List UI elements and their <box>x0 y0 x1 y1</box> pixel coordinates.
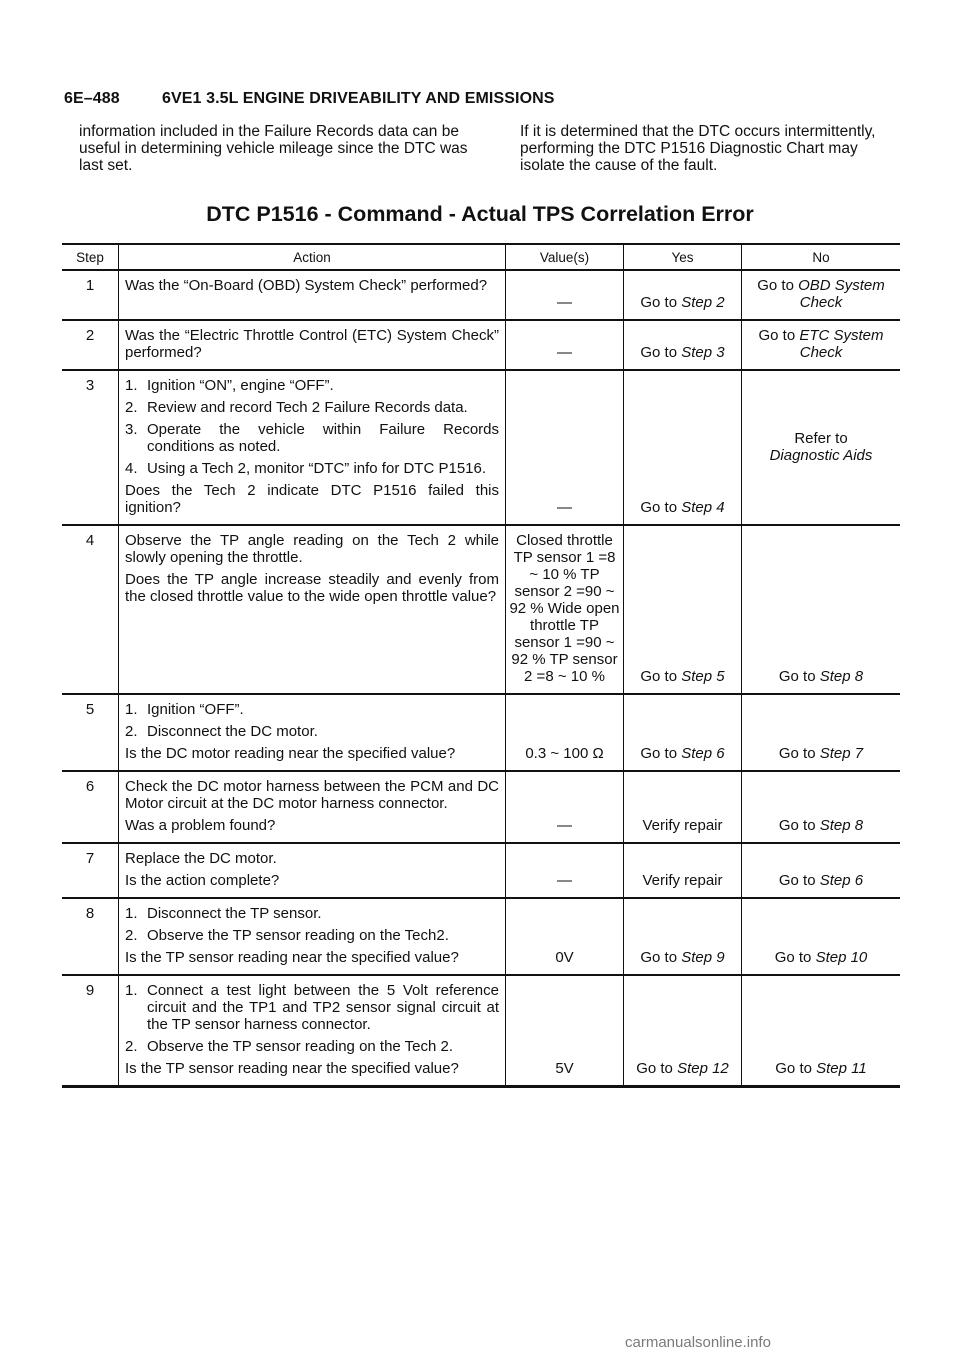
list-item: 2. Disconnect the DC motor. <box>125 723 318 740</box>
step-number: 7 <box>62 843 119 898</box>
step-yes: Verify repair <box>624 771 742 843</box>
go-to-label: Go to <box>758 327 796 344</box>
action-text: Was the “On-Board (OBD) System Check” performed? <box>125 277 488 294</box>
table-row <box>62 694 900 771</box>
step-value: — <box>506 771 624 843</box>
step-number: 1 <box>62 270 119 320</box>
table-row <box>62 843 900 898</box>
step-no <box>742 525 901 694</box>
step-link: Step 6 <box>819 872 864 889</box>
go-to-label: Go to <box>636 1060 673 1077</box>
table-row <box>62 270 900 320</box>
list-item: 2. Observe the TP sensor reading on the Tech2. <box>125 927 449 944</box>
page-number: 6E–488 <box>64 90 120 107</box>
step-number: 5 <box>62 694 119 771</box>
step-yes <box>624 370 742 525</box>
table-row <box>62 370 900 525</box>
step-link: Step 6 <box>681 745 725 762</box>
go-to-label: Go to <box>778 668 816 685</box>
header-action: Action <box>119 244 506 270</box>
step-no <box>742 694 901 771</box>
go-to-label: Go to <box>640 949 678 966</box>
list-item: 2. Review and record Tech 2 Failure Records data. <box>125 399 468 416</box>
step-link: Step 10 <box>815 949 868 966</box>
watermark: carmanualsonline.info <box>625 1334 771 1351</box>
go-to-label: Go to <box>757 277 794 294</box>
go-to-label: Go to <box>778 745 816 762</box>
step-value: 0.3 ~ 100 Ω <box>506 694 624 771</box>
action-text: Observe the TP angle reading on the Tech 2 while slowly opening the throttle. <box>125 532 499 566</box>
step-no <box>742 270 901 320</box>
chart-title: DTC P1516 - Command - Actual TPS Correlation Error <box>206 202 754 226</box>
step-action <box>119 270 506 320</box>
intro-right-paragraph: If it is determined that the DTC occurs intermittently, performing the DTC P1516 Diagnostic Chart may isolate the cause of the fault. <box>520 123 876 174</box>
page-header <box>64 90 555 108</box>
go-to-label: Go to <box>640 745 678 762</box>
action-question: Is the action complete? <box>125 872 280 889</box>
go-to-label: Go to <box>640 499 678 516</box>
list-item: 3. Operate the vehicle within Failure Records conditions as noted. <box>125 421 499 455</box>
go-to-label: Go to <box>778 817 816 834</box>
step-value: 0V <box>506 898 624 975</box>
action-text: Replace the DC motor. <box>125 850 277 867</box>
step-link: Step 9 <box>681 949 725 966</box>
step-no <box>742 898 901 975</box>
step-yes <box>624 320 742 370</box>
list-item: 1. Connect a test light between the 5 Volt reference circuit and the TP1 and TP2 sensor signal circuit at the TP sensor harness connector. <box>125 982 499 1033</box>
step-link: Step 8 <box>819 668 864 685</box>
step-yes <box>624 898 742 975</box>
step-yes <box>624 525 742 694</box>
go-to-label: Go to <box>774 949 812 966</box>
step-link: Step 11 <box>816 1060 867 1077</box>
step-action <box>119 320 506 370</box>
step-yes <box>624 694 742 771</box>
header-step: Step <box>62 244 119 270</box>
list-item: 4. Using a Tech 2, monitor “DTC” info for DTC P1516. <box>125 460 487 477</box>
step-link: Step 3 <box>681 344 725 361</box>
step-no <box>742 771 901 843</box>
action-question: Is the TP sensor reading near the specified value? <box>125 949 459 966</box>
step-link: Step 2 <box>681 294 725 311</box>
step-no <box>742 975 901 1087</box>
go-to-label: Go to <box>640 294 678 311</box>
action-question: Does the TP angle increase steadily and evenly from the closed throttle value to the wide open throttle value? <box>125 571 499 605</box>
step-no <box>742 843 901 898</box>
go-to-label: Go to <box>775 1060 812 1077</box>
step-number: 4 <box>62 525 119 694</box>
diagnostic-table <box>62 243 900 1088</box>
step-number: 6 <box>62 771 119 843</box>
step-no <box>742 370 901 525</box>
go-to-label: Go to <box>640 668 678 685</box>
step-link: Step 4 <box>681 499 725 516</box>
step-action <box>119 694 506 771</box>
table-row <box>62 320 900 370</box>
table-row <box>62 898 900 975</box>
table-header-row <box>62 244 900 270</box>
step-number: 8 <box>62 898 119 975</box>
table-row <box>62 771 900 843</box>
action-question: Was a problem found? <box>125 817 276 834</box>
go-to-label: Go to <box>778 872 816 889</box>
step-link: Step 12 <box>677 1060 729 1077</box>
step-action <box>119 370 506 525</box>
step-action <box>119 525 506 694</box>
step-number: 3 <box>62 370 119 525</box>
step-action <box>119 843 506 898</box>
step-yes <box>624 270 742 320</box>
list-item: 1. Ignition “OFF”. <box>125 701 244 718</box>
list-item: 1. Ignition “ON”, engine “OFF”. <box>125 377 334 394</box>
table-row <box>62 975 900 1087</box>
check-link: Diagnostic Aids <box>769 446 873 464</box>
refer-to-label: Refer to <box>794 429 848 447</box>
step-value: — <box>506 843 624 898</box>
step-link: Step 5 <box>681 668 725 685</box>
step-action <box>119 898 506 975</box>
step-action <box>119 975 506 1087</box>
action-text: Check the DC motor harness between the PCM and DC Motor circuit at the DC motor harness connector. <box>125 778 499 812</box>
list-item: 1. Disconnect the TP sensor. <box>125 905 322 922</box>
action-text: Was the “Electric Throttle Control (ETC) System Check” performed? <box>125 327 499 361</box>
intro-left-paragraph: information included in the Failure Records data can be useful in determining vehicle mileage since the DTC was last set. <box>79 123 468 174</box>
step-value: — <box>506 370 624 525</box>
table-row <box>62 525 900 694</box>
step-no <box>742 320 901 370</box>
check-link: ETC System Check <box>799 327 884 361</box>
step-link: Step 7 <box>819 745 864 762</box>
step-yes: Verify repair <box>624 843 742 898</box>
header-yes: Yes <box>624 244 742 270</box>
step-value: — <box>506 270 624 320</box>
step-value: — <box>506 320 624 370</box>
step-value: Closed throttle TP sensor 1 =8 ~ 10 % TP sensor 2 =90 ~ 92 % Wide open throttle TP sensor 1 =90 ~ 92 % TP sensor 2 =8 ~ 10 % <box>506 525 624 694</box>
header-no: No <box>742 244 901 270</box>
action-question: Is the TP sensor reading near the specified value? <box>125 1060 459 1077</box>
header-values: Value(s) <box>506 244 624 270</box>
step-value: 5V <box>506 975 624 1087</box>
step-number: 2 <box>62 320 119 370</box>
step-number: 9 <box>62 975 119 1087</box>
action-question: Does the Tech 2 indicate DTC P1516 failed this ignition? <box>125 482 499 516</box>
section-title: 6VE1 3.5L ENGINE DRIVEABILITY AND EMISSIONS <box>162 90 555 107</box>
action-question: Is the DC motor reading near the specified value? <box>125 745 456 762</box>
list-item: 2. Observe the TP sensor reading on the Tech 2. <box>125 1038 454 1055</box>
step-link: Step 8 <box>819 817 864 834</box>
step-action <box>119 771 506 843</box>
step-yes <box>624 975 742 1087</box>
check-link: OBD System Check <box>798 277 885 311</box>
go-to-label: Go to <box>640 344 678 361</box>
